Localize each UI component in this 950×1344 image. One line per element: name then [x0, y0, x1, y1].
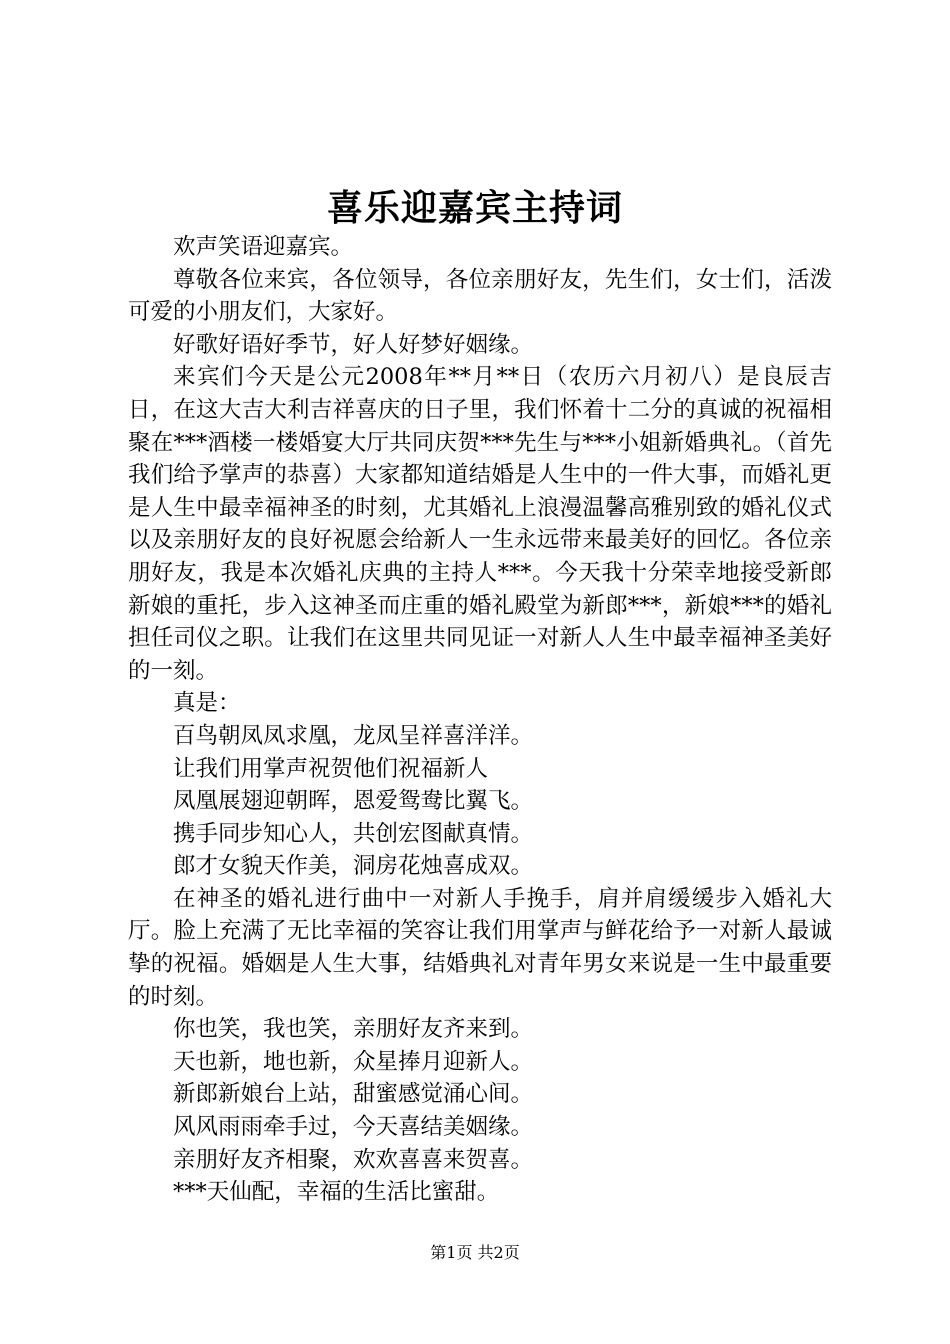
verse-line: 风风雨雨牵手过，今天喜结美姻缘。 [173, 1114, 534, 1141]
verse-line: 凤凰展翅迎朝晖，恩爱鸳鸯比翼飞。 [173, 788, 534, 815]
verse-line: 携手同步知心人，共创宏图献真情。 [173, 820, 534, 847]
paragraph: 欢声笑语迎嘉宾。 [173, 234, 354, 260]
paragraph: 真是： [173, 690, 241, 717]
paragraph: 尊敬各位来宾，各位领导，各位亲朋好友，先生们，女士们，活泼可爱的小朋友们，大家好。 [128, 266, 832, 326]
verse-line: 你也笑，我也笑，亲朋好友齐来到。 [173, 1016, 534, 1043]
document-title: 喜乐迎嘉宾主持词 [326, 187, 623, 229]
verse-line: 亲朋好友齐相聚，欢欢喜喜来贺喜。 [173, 1146, 534, 1173]
verse-line: 天也新，地也新，众星捧月迎新人。 [173, 1048, 534, 1075]
paragraph: 好歌好语好季节，好人好梦好姻缘。 [173, 331, 534, 358]
verse-line: 新郎新娘台上站，甜蜜感觉涌心间。 [173, 1081, 534, 1108]
document-body [128, 231, 832, 1209]
paragraph: 来宾们今天是公元2008年**月**日（农历六月初八）是良辰吉日，在这大吉大利吉祥喜庆的日子里，我们怀着十二分的真诚的祝福相聚在***酒楼一楼婚宴大厅共同庆贺***先生与***小姐新婚典礼。（首先我们给予掌声的恭喜）大家都知道结婚是人生中的一件大事，而婚礼更是人生中最幸福神圣的时刻，尤其婚礼上浪漫温馨高雅别致的婚礼仪式以及亲朋好友的良好祝愿会给新人一生永远带来最美好的回忆。各位亲朋好友，我是本次婚礼庆典的主持人***。今天我十分荣幸地接受新郎新娘的重托，步入这神圣而庄重的婚礼殿堂为新郎***，新娘***的婚礼担任司仪之职。让我们在这里共同见证一对新人人生中最幸福神圣美好的一刻。 [128, 364, 832, 684]
verse-line: 让我们用掌声祝贺他们祝福新人 [173, 755, 489, 782]
verse-line: 郎才女貌天作美，洞房花烛喜成双。 [173, 853, 534, 880]
paragraph: 在神圣的婚礼进行曲中一对新人手挽手，肩并肩缓缓步入婚礼大厅。脸上充满了无比幸福的笑容让我们用掌声与鲜花给予一对新人最诚挚的祝福。婚姻是人生大事，结婚典礼对青年男女来说是一生中最重要的时刻。 [128, 885, 832, 1010]
verse-line: ***天仙配，幸福的生活比蜜甜。 [173, 1179, 500, 1206]
verse-line: 百鸟朝凤凤求凰，龙凤呈祥喜洋洋。 [173, 722, 534, 749]
page-number-footer: 第1页 共2页 [430, 1243, 520, 1262]
